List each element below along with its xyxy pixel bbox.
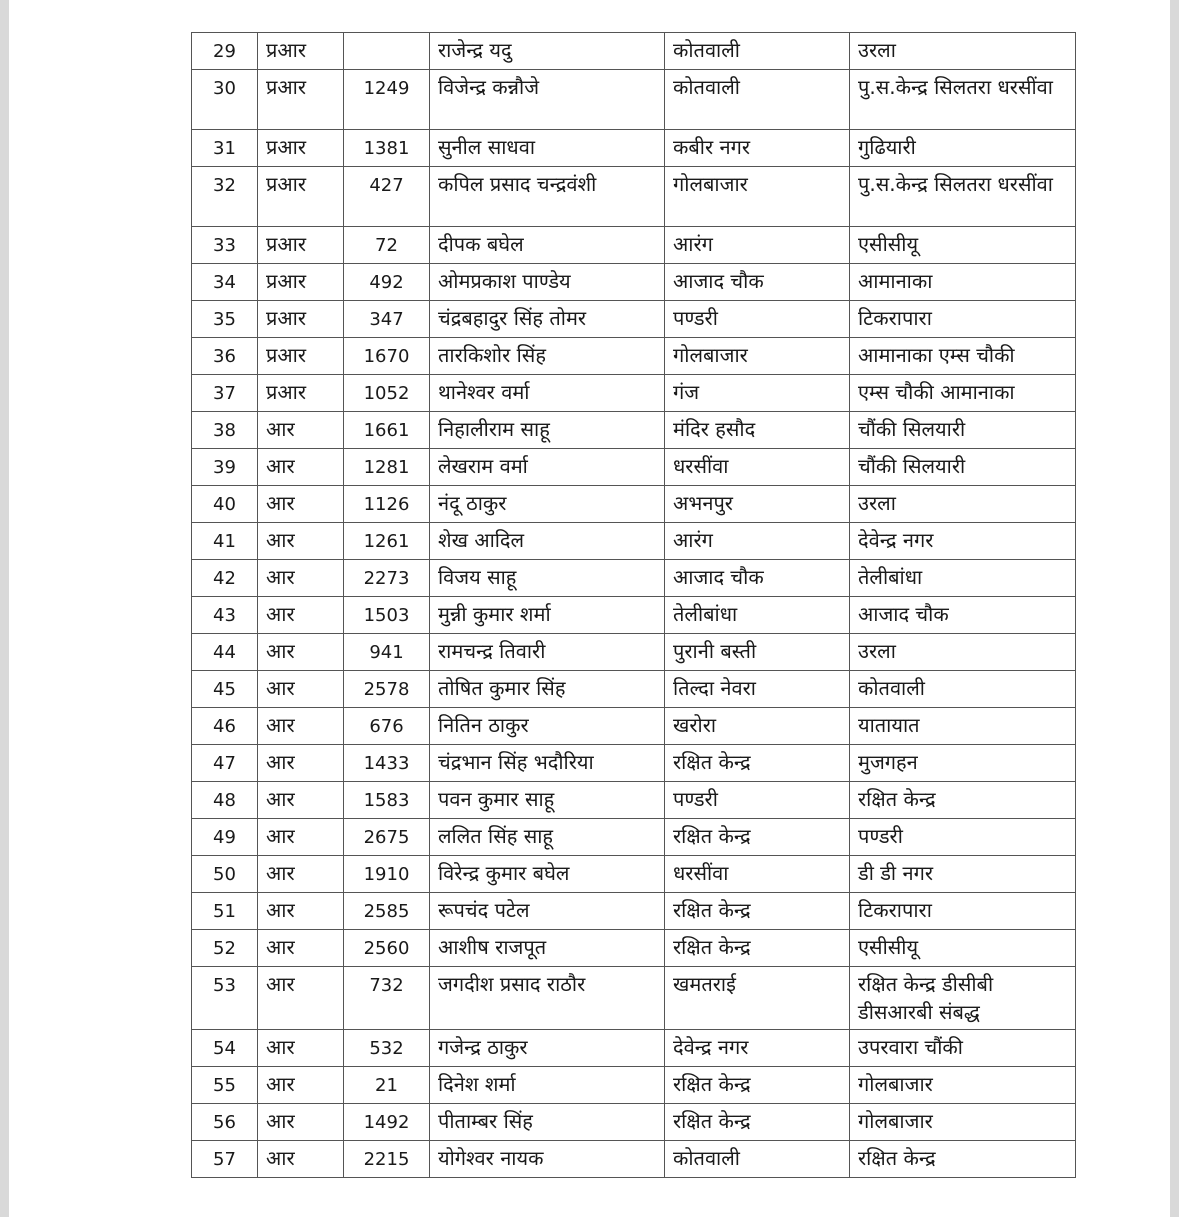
badge-number-cell: 2675 (344, 819, 430, 856)
serial-number-cell: 38 (192, 412, 258, 449)
name-cell: पवन कुमार साहू (430, 782, 665, 819)
badge-number-cell: 1126 (344, 486, 430, 523)
serial-number-cell: 54 (192, 1030, 258, 1067)
serial-number-cell: 32 (192, 167, 258, 227)
new-posting-cell: गोलबाजार (850, 1104, 1076, 1141)
transfer-list-table (191, 32, 1076, 1178)
current-posting-cell: कोतवाली (665, 70, 850, 130)
badge-number-cell: 732 (344, 967, 430, 1030)
new-posting-cell: मुजगहन (850, 745, 1076, 782)
rank-cell: आर (258, 560, 344, 597)
new-posting-cell: उरला (850, 486, 1076, 523)
serial-number-cell: 56 (192, 1104, 258, 1141)
name-cell: तोषित कुमार सिंह (430, 671, 665, 708)
current-posting-cell: रक्षित केन्द्र (665, 745, 850, 782)
serial-number-cell: 36 (192, 338, 258, 375)
current-posting-cell: रक्षित केन्द्र (665, 893, 850, 930)
table-row (192, 33, 1076, 70)
table-row (192, 486, 1076, 523)
rank-cell: आर (258, 597, 344, 634)
name-cell: नंदू ठाकुर (430, 486, 665, 523)
name-cell: विजय साहू (430, 560, 665, 597)
rank-cell: आर (258, 1030, 344, 1067)
badge-number-cell: 532 (344, 1030, 430, 1067)
serial-number-cell: 43 (192, 597, 258, 634)
table-row (192, 708, 1076, 745)
badge-number-cell: 941 (344, 634, 430, 671)
current-posting-cell: रक्षित केन्द्र (665, 930, 850, 967)
name-cell: आशीष राजपूत (430, 930, 665, 967)
current-posting-cell: मंदिर हसौद (665, 412, 850, 449)
new-posting-cell: गोलबाजार (850, 1067, 1076, 1104)
table-row (192, 264, 1076, 301)
rank-cell: आर (258, 1067, 344, 1104)
current-posting-cell: रक्षित केन्द्र (665, 1104, 850, 1141)
table-row (192, 375, 1076, 412)
table-row (192, 1141, 1076, 1178)
new-posting-cell: रक्षित केन्द्र (850, 1141, 1076, 1178)
new-posting-cell: यातायात (850, 708, 1076, 745)
badge-number-cell: 2578 (344, 671, 430, 708)
table-row (192, 227, 1076, 264)
table-row (192, 70, 1076, 130)
rank-cell: आर (258, 930, 344, 967)
new-posting-cell: आमानाका (850, 264, 1076, 301)
table-row (192, 523, 1076, 560)
table-row (192, 130, 1076, 167)
current-posting-cell: कबीर नगर (665, 130, 850, 167)
badge-number-cell: 1052 (344, 375, 430, 412)
serial-number-cell: 39 (192, 449, 258, 486)
serial-number-cell: 46 (192, 708, 258, 745)
rank-cell: प्रआर (258, 375, 344, 412)
current-posting-cell: आरंग (665, 227, 850, 264)
serial-number-cell: 49 (192, 819, 258, 856)
serial-number-cell: 35 (192, 301, 258, 338)
new-posting-cell: एम्स चौकी आमानाका (850, 375, 1076, 412)
current-posting-cell: तेलीबांधा (665, 597, 850, 634)
name-cell: ओमप्रकाश पाण्डेय (430, 264, 665, 301)
rank-cell: आर (258, 745, 344, 782)
serial-number-cell: 42 (192, 560, 258, 597)
new-posting-cell: चौंकी सिलयारी (850, 449, 1076, 486)
name-cell: तारकिशोर सिंह (430, 338, 665, 375)
badge-number-cell: 1281 (344, 449, 430, 486)
new-posting-cell: एसीसीयू (850, 930, 1076, 967)
new-posting-cell: पु.स.केन्द्र सिलतरा धरसींवा (850, 70, 1076, 130)
new-posting-cell: चौंकी सिलयारी (850, 412, 1076, 449)
serial-number-cell: 33 (192, 227, 258, 264)
name-cell: थानेश्वर वर्मा (430, 375, 665, 412)
rank-cell: प्रआर (258, 70, 344, 130)
serial-number-cell: 48 (192, 782, 258, 819)
rank-cell: प्रआर (258, 130, 344, 167)
current-posting-cell: गोलबाजार (665, 338, 850, 375)
new-posting-cell: आजाद चौक (850, 597, 1076, 634)
serial-number-cell: 57 (192, 1141, 258, 1178)
table-row (192, 930, 1076, 967)
new-posting-cell: रक्षित केन्द्र (850, 782, 1076, 819)
badge-number-cell: 1261 (344, 523, 430, 560)
badge-number-cell: 21 (344, 1067, 430, 1104)
current-posting-cell: देवेन्द्र नगर (665, 1030, 850, 1067)
name-cell: चंद्रभान सिंह भदौरिया (430, 745, 665, 782)
current-posting-cell: खमतराई (665, 967, 850, 1030)
new-posting-cell: कोतवाली (850, 671, 1076, 708)
serial-number-cell: 30 (192, 70, 258, 130)
new-posting-cell: टिकरापारा (850, 301, 1076, 338)
badge-number-cell: 1492 (344, 1104, 430, 1141)
badge-number-cell: 2585 (344, 893, 430, 930)
serial-number-cell: 55 (192, 1067, 258, 1104)
rank-cell: आर (258, 782, 344, 819)
table-row (192, 745, 1076, 782)
current-posting-cell: अभनपुर (665, 486, 850, 523)
name-cell: योगेश्वर नायक (430, 1141, 665, 1178)
name-cell: दीपक बघेल (430, 227, 665, 264)
badge-number-cell: 427 (344, 167, 430, 227)
serial-number-cell: 40 (192, 486, 258, 523)
current-posting-cell: तिल्दा नेवरा (665, 671, 850, 708)
current-posting-cell: रक्षित केन्द्र (665, 1067, 850, 1104)
table-row (192, 856, 1076, 893)
badge-number-cell (344, 33, 430, 70)
current-posting-cell: गंज (665, 375, 850, 412)
name-cell: सुनील साधवा (430, 130, 665, 167)
rank-cell: आर (258, 708, 344, 745)
badge-number-cell: 347 (344, 301, 430, 338)
serial-number-cell: 51 (192, 893, 258, 930)
new-posting-cell: एसीसीयू (850, 227, 1076, 264)
table-row (192, 167, 1076, 227)
badge-number-cell: 2273 (344, 560, 430, 597)
badge-number-cell: 2560 (344, 930, 430, 967)
rank-cell: प्रआर (258, 167, 344, 227)
table-body (192, 33, 1076, 1178)
table-row (192, 634, 1076, 671)
name-cell: विजेन्द्र कन्नौजे (430, 70, 665, 130)
name-cell: कपिल प्रसाद चन्द्रवंशी (430, 167, 665, 227)
new-posting-cell: देवेन्द्र नगर (850, 523, 1076, 560)
table-row (192, 560, 1076, 597)
table-row (192, 301, 1076, 338)
badge-number-cell: 676 (344, 708, 430, 745)
rank-cell: आर (258, 523, 344, 560)
rank-cell: प्रआर (258, 33, 344, 70)
table-row (192, 671, 1076, 708)
table-row (192, 819, 1076, 856)
table-row (192, 597, 1076, 634)
new-posting-cell: तेलीबांधा (850, 560, 1076, 597)
rank-cell: आर (258, 412, 344, 449)
new-posting-cell: उपरवारा चौंकी (850, 1030, 1076, 1067)
current-posting-cell: पुरानी बस्ती (665, 634, 850, 671)
badge-number-cell: 1381 (344, 130, 430, 167)
badge-number-cell: 1583 (344, 782, 430, 819)
rank-cell: आर (258, 449, 344, 486)
table-row (192, 412, 1076, 449)
serial-number-cell: 29 (192, 33, 258, 70)
serial-number-cell: 47 (192, 745, 258, 782)
current-posting-cell: आरंग (665, 523, 850, 560)
new-posting-cell: पु.स.केन्द्र सिलतरा धरसींवा (850, 167, 1076, 227)
current-posting-cell: गोलबाजार (665, 167, 850, 227)
serial-number-cell: 50 (192, 856, 258, 893)
name-cell: चंद्रबहादुर सिंह तोमर (430, 301, 665, 338)
new-posting-cell: उरला (850, 634, 1076, 671)
name-cell: दिनेश शर्मा (430, 1067, 665, 1104)
badge-number-cell: 72 (344, 227, 430, 264)
badge-number-cell: 1661 (344, 412, 430, 449)
badge-number-cell: 1433 (344, 745, 430, 782)
rank-cell: आर (258, 856, 344, 893)
serial-number-cell: 45 (192, 671, 258, 708)
new-posting-cell: उरला (850, 33, 1076, 70)
serial-number-cell: 53 (192, 967, 258, 1030)
name-cell: जगदीश प्रसाद राठौर (430, 967, 665, 1030)
current-posting-cell: धरसींवा (665, 449, 850, 486)
current-posting-cell: पण्डरी (665, 782, 850, 819)
current-posting-cell: धरसींवा (665, 856, 850, 893)
name-cell: लेखराम वर्मा (430, 449, 665, 486)
table-row (192, 967, 1076, 1030)
rank-cell: आर (258, 1104, 344, 1141)
rank-cell: आर (258, 819, 344, 856)
name-cell: नितिन ठाकुर (430, 708, 665, 745)
current-posting-cell: आजाद चौक (665, 560, 850, 597)
name-cell: विरेन्द्र कुमार बघेल (430, 856, 665, 893)
name-cell: गजेन्द्र ठाकुर (430, 1030, 665, 1067)
current-posting-cell: कोतवाली (665, 33, 850, 70)
table-row (192, 1104, 1076, 1141)
rank-cell: प्रआर (258, 227, 344, 264)
badge-number-cell: 492 (344, 264, 430, 301)
new-posting-cell: पण्डरी (850, 819, 1076, 856)
table-row (192, 338, 1076, 375)
rank-cell: आर (258, 486, 344, 523)
rank-cell: प्रआर (258, 264, 344, 301)
serial-number-cell: 44 (192, 634, 258, 671)
new-posting-cell: टिकरापारा (850, 893, 1076, 930)
rank-cell: आर (258, 893, 344, 930)
table-row (192, 1030, 1076, 1067)
new-posting-cell: आमानाका एम्स चौकी (850, 338, 1076, 375)
serial-number-cell: 37 (192, 375, 258, 412)
rank-cell: प्रआर (258, 338, 344, 375)
name-cell: शेख आदिल (430, 523, 665, 560)
badge-number-cell: 1249 (344, 70, 430, 130)
table-row (192, 449, 1076, 486)
new-posting-cell: गुढियारी (850, 130, 1076, 167)
badge-number-cell: 2215 (344, 1141, 430, 1178)
rank-cell: आर (258, 967, 344, 1030)
name-cell: पीताम्बर सिंह (430, 1104, 665, 1141)
serial-number-cell: 52 (192, 930, 258, 967)
rank-cell: आर (258, 671, 344, 708)
name-cell: राजेन्द्र यदु (430, 33, 665, 70)
rank-cell: प्रआर (258, 301, 344, 338)
badge-number-cell: 1910 (344, 856, 430, 893)
name-cell: ललित सिंह साहू (430, 819, 665, 856)
badge-number-cell: 1670 (344, 338, 430, 375)
table-row (192, 1067, 1076, 1104)
name-cell: रामचन्द्र तिवारी (430, 634, 665, 671)
badge-number-cell: 1503 (344, 597, 430, 634)
rank-cell: आर (258, 1141, 344, 1178)
serial-number-cell: 34 (192, 264, 258, 301)
name-cell: रूपचंद पटेल (430, 893, 665, 930)
current-posting-cell: रक्षित केन्द्र (665, 819, 850, 856)
current-posting-cell: खरोरा (665, 708, 850, 745)
new-posting-cell: डी डी नगर (850, 856, 1076, 893)
name-cell: निहालीराम साहू (430, 412, 665, 449)
name-cell: मुन्नी कुमार शर्मा (430, 597, 665, 634)
new-posting-cell: रक्षित केन्द्र डीसीबी डीसआरबी संबद्ध (850, 967, 1076, 1030)
current-posting-cell: कोतवाली (665, 1141, 850, 1178)
table-row (192, 782, 1076, 819)
rank-cell: आर (258, 634, 344, 671)
current-posting-cell: पण्डरी (665, 301, 850, 338)
table-row (192, 893, 1076, 930)
serial-number-cell: 31 (192, 130, 258, 167)
current-posting-cell: आजाद चौक (665, 264, 850, 301)
serial-number-cell: 41 (192, 523, 258, 560)
